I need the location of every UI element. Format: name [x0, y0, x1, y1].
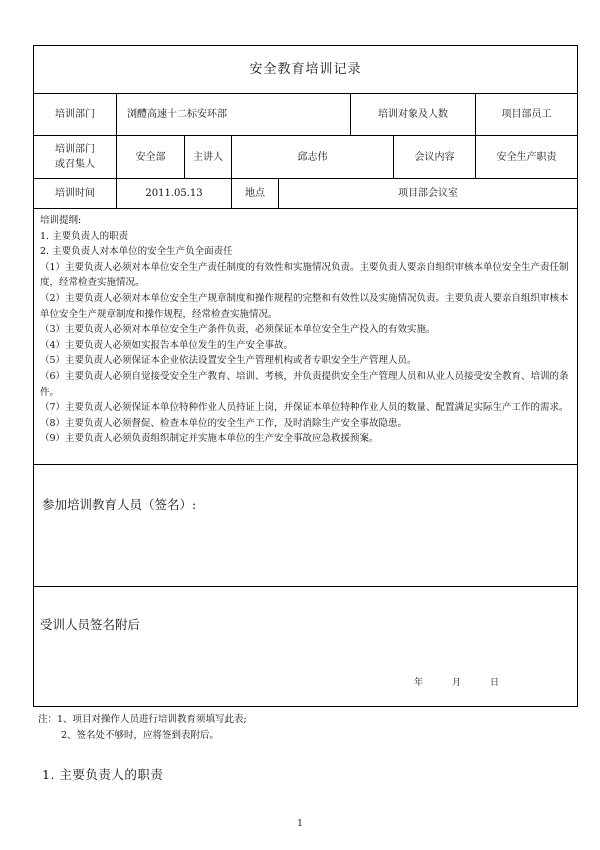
organizer-label-line2: 或召集人: [55, 159, 95, 170]
time-value: 2011.05.13: [117, 179, 232, 208]
outline-line: （6）主要负责人必须自觉接受安全生产教育、培训、考核，并负责提供安全生产管理人员和从业人员接受安全教育、培训的条件。: [40, 370, 569, 398]
place-label: 地点: [232, 179, 279, 208]
dept-label: 培训部门: [34, 94, 117, 135]
organizer-row: [34, 136, 577, 179]
outline-line: （3）主要负责人必须对本单位安全生产条件负责，必须保证本单位安全生产投入的有效实施。: [40, 324, 436, 336]
content-label: 会议内容: [394, 136, 476, 178]
outline-text: [40, 213, 572, 447]
organizer-label-line1: 培训部门: [55, 144, 95, 155]
time-label: 培训时间: [34, 179, 117, 208]
organizer-label: [34, 136, 117, 178]
outline-line: （5）主要负责人必须保证本企业依法设置安全生产管理机构或者专职安全生产管理人员。: [40, 355, 417, 367]
form-title: 安全教育培训记录: [249, 62, 362, 77]
time-place-row: [34, 179, 577, 209]
outline-line: （2）主要负责人必须对本单位安全生产规章制度和操作规程的完整和有效性以及实施情况负责。主要负责人要亲自组织审核本单位安全生产规章制度和操作规程，经常检查实施情况。: [40, 292, 569, 320]
outline-line: （7）主要负责人必须保证本单位特种作业人员持证上岗，并保证本单位特种作业人员的数量、配置满足实际生产工作的需求。: [40, 402, 569, 414]
outline-line: （8）主要负责人必须督促、检查本单位的安全生产工作，及时消除生产安全事故隐患。: [40, 417, 408, 429]
outline-line: 2. 主要负责人对本单位的安全生产负全面责任: [40, 246, 233, 258]
attached-section: [34, 587, 577, 706]
participants-label: 参加培训教育人员（签名）:: [42, 497, 197, 512]
notes-line-2: 2、签名处不够时，应将签到表附后。: [61, 730, 220, 741]
target-value: 项目部员工: [501, 109, 552, 120]
date-month: 月: [452, 678, 462, 688]
target-label: 培训对象及人数: [351, 94, 476, 135]
outline-heading: 培训提纲:: [40, 215, 82, 226]
outline-line: （1）主要负责人必须对本单位安全生产责任制度的有效性和实施情况负责。主要负责人要亲自组织审核本单位安全生产责任制度，经常检查实施情况。: [40, 261, 569, 289]
department-row: [34, 94, 577, 136]
section-heading: 1. 主要负责人的职责: [42, 767, 164, 782]
outline-line: 1. 主要负责人的职责: [40, 230, 129, 242]
date-day: 日: [490, 678, 500, 688]
place-value: 项目部会议室: [398, 188, 458, 199]
page-number: 1: [297, 819, 303, 829]
dept-value: 浏醴高速十二标安环部: [117, 94, 351, 135]
organizer-value: 安全部: [117, 136, 185, 178]
outline-line: （9）主要负责人必须负责组织制定并实施本单位的生产安全事故应急救援预案。: [40, 433, 379, 445]
outline-line: （4）主要负责人必须如实报告本单位发生的生产安全事故。: [40, 339, 294, 351]
date-year: 年: [414, 678, 424, 688]
participants-section: [34, 465, 577, 587]
attached-label: 受训人员签名附后: [40, 617, 141, 632]
training-record-form: [33, 45, 578, 707]
notes-line-1: 注：1、项目对操作人员进行培训教育须填写此表;: [38, 714, 247, 725]
outline-section: [34, 209, 577, 465]
speaker-label: 主讲人: [185, 136, 232, 178]
title-row: [34, 46, 577, 94]
content-value: 安全生产职责: [496, 151, 557, 163]
speaker-value: 邱志伟: [232, 136, 394, 178]
